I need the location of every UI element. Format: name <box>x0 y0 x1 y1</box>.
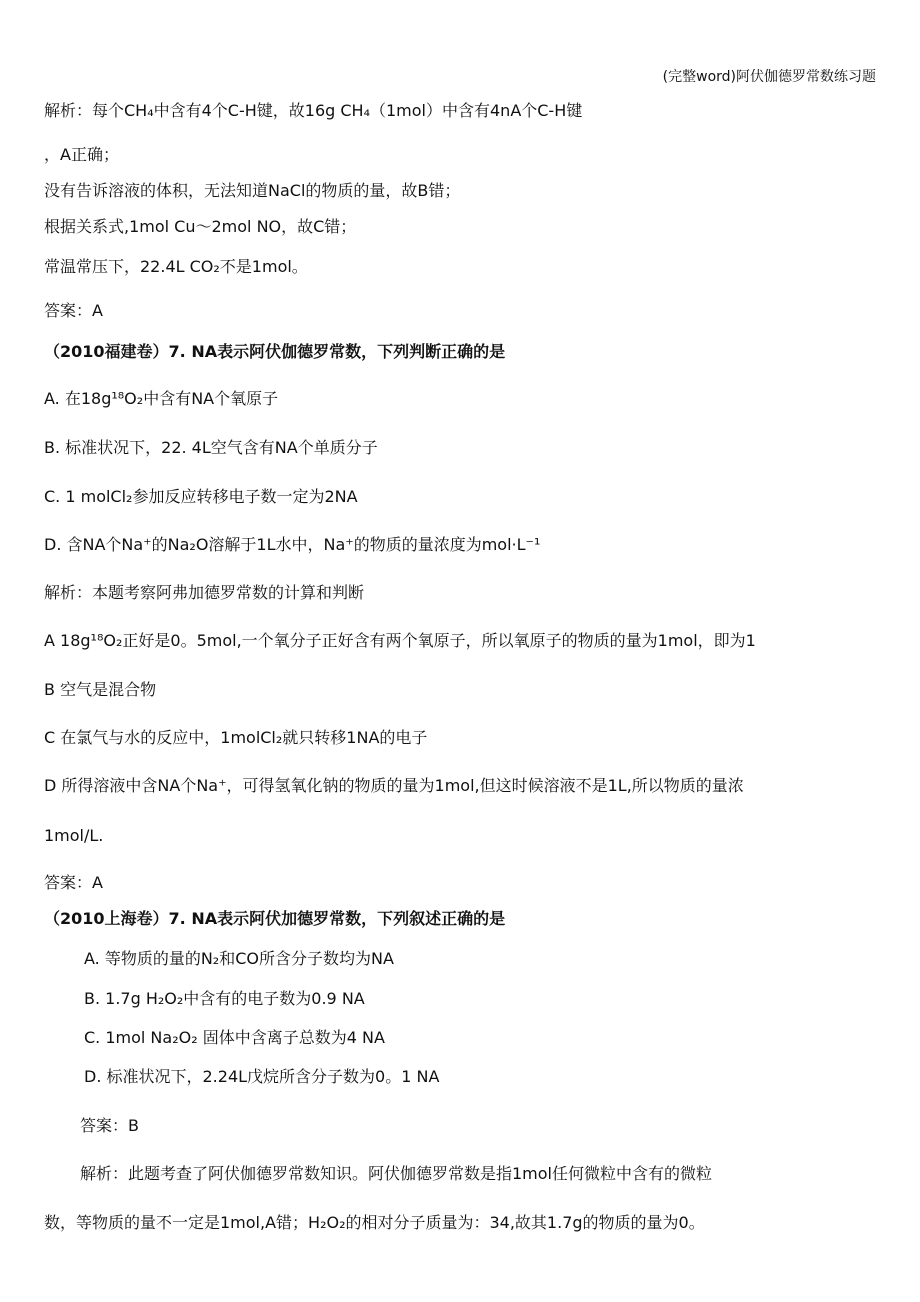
question-title: （2010福建卷）7. NA表示阿伏伽德罗常数，下列判断正确的是 <box>44 342 506 361</box>
option-c: C. 1mol Na₂O₂ 固体中含离子总数为4 NA <box>84 1028 385 1047</box>
text-line: 1mol/L. <box>44 826 104 845</box>
answer-line: 答案：B <box>80 1116 139 1135</box>
option-a: A. 在18g¹⁸O₂中含有NA个氧原子 <box>44 389 279 408</box>
text-line: 根据关系式,1mol Cu～2mol NO，故C错； <box>44 217 357 236</box>
text-line: B 空气是混合物 <box>44 680 157 699</box>
text-line: A 18g¹⁸O₂正好是0。5mol,一个氧分子正好含有两个氧原子，所以氧原子的物质的量为1mol，即为1 <box>44 631 756 650</box>
text-line: 解析：此题考查了阿伏伽德罗常数知识。阿伏伽德罗常数是指1mol任何微粒中含有的微粒 <box>80 1164 713 1183</box>
option-c: C. 1 molCl₂参加反应转移电子数一定为2NA <box>44 487 358 506</box>
option-a: A. 等物质的量的N₂和CO所含分子数均为NA <box>84 949 394 968</box>
option-b: B. 标准状况下，22. 4L空气含有NA个单质分子 <box>44 438 378 457</box>
answer-line: 答案：A <box>44 873 103 892</box>
option-d: D. 标准状况下，2.24L戊烷所含分子数为0。1 NA <box>84 1067 440 1086</box>
text-line: 常温常压下，22.4L CO₂不是1mol。 <box>44 257 308 276</box>
option-d: D. 含NA个Na⁺的Na₂O溶解于1L水中，Na⁺的物质的量浓度为mol·L⁻¹ <box>44 535 541 554</box>
text-line: 没有告诉溶液的体积，无法知道NaCl的物质的量，故B错； <box>44 181 461 200</box>
text-line: C 在氯气与水的反应中，1molCl₂就只转移1NA的电子 <box>44 728 428 747</box>
text-line: 数，等物质的量不一定是1mol,A错；H₂O₂的相对分子质量为：34,故其1.7g的物质的量为0。 <box>44 1213 705 1232</box>
question-title: （2010上海卷）7. NA表示阿伏加德罗常数，下列叙述正确的是 <box>44 909 506 928</box>
page-header: (完整word)阿伏伽德罗常数练习题 <box>662 69 876 85</box>
answer-line: 答案：A <box>44 301 103 320</box>
option-b: B. 1.7g H₂O₂中含有的电子数为0.9 NA <box>84 989 365 1008</box>
text-line: 解析：每个CH₄中含有4个C-H键，故16g CH₄（1mol）中含有4nA个C-H键 <box>44 101 583 120</box>
text-line: D 所得溶液中含NA个Na⁺，可得氢氧化钠的物质的量为1mol,但这时候溶液不是1L,所以物质的量浓 <box>44 776 744 795</box>
text-line: ，A正确； <box>44 145 119 164</box>
text-line: 解析：本题考察阿弗加德罗常数的计算和判断 <box>44 583 365 602</box>
